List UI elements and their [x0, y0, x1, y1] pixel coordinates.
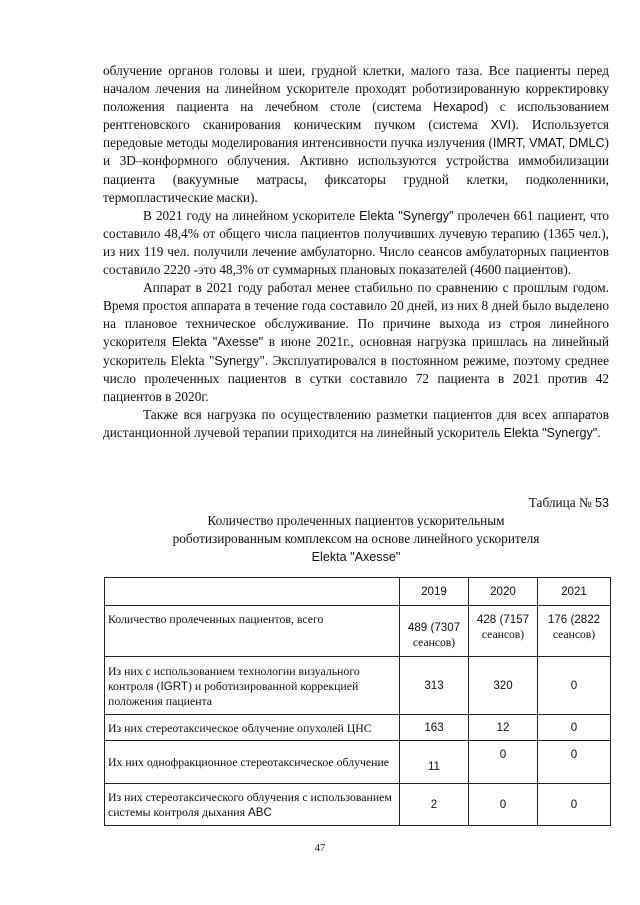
- row-label: Из них стереотаксического облучения с использованием системы контроля дыхания ABC: [105, 784, 400, 826]
- paragraph-1: облучение органов головы и шеи, грудной клетки, малого таза. Все пациенты перед началом лечения на линейном ускорителе проходят роботизированную корректировку положения пациента на лечебном столе (система Hexapod) с использованием рентгеновского сканирования коническим пучком (система XVI). Используется передовые методы моделирования интенсивности пучка излучения (IMRT, VMAT, DMLC) и 3D–конформного облучения. Активно используются устройства иммобилизации пациента (вакуумные матрасы, фиксаторы грудной клетки, подколенники, термопластические маски).: [103, 63, 609, 205]
- table-cell: 0: [538, 715, 611, 741]
- table-cell: 2: [400, 784, 469, 826]
- table-caption: Количество пролеченных пациентов ускорительным роботизированным комплексом на основе линейного ускорителя Elekta "Axesse": [172, 513, 540, 564]
- paragraph-4: Также вся нагрузка по осуществлению разметки пациентов для всех аппаратов дистанционной лучевой терапии приходится на линейный ускоритель Elekta "Synergy".: [103, 406, 609, 440]
- table-cell: 0: [469, 741, 538, 784]
- paragraph-2: В 2021 году на линейном ускорителе Elekta "Synergy" пролечен 661 пациент, что составило 48,4% от общего числа пациентов получивших лучевую терапию (1365 чел.), из них 119 чел. получили лечение амбулаторно. Число сеансов амбулаторных пациентов составило 2220 -это 48,3% от суммарных плановых показателей (4600 пациентов).: [103, 207, 609, 278]
- table-cell: 0: [538, 784, 611, 826]
- table-row-single-fraction: [105, 741, 611, 784]
- table-cell: 11: [400, 741, 469, 784]
- table-cell: 176 (2822 сеансов): [538, 606, 611, 657]
- table-cell: 428 (7157 сеансов): [469, 606, 538, 657]
- table-row-cns: [105, 715, 611, 741]
- table-cell: 320: [469, 657, 538, 715]
- table-row-total: [105, 606, 611, 657]
- row-label: Количество пролеченных пациентов, всего: [105, 606, 400, 657]
- table-cell: 12: [469, 715, 538, 741]
- row-label: Из них с использованием технологии визуального контроля (IGRT) и роботизированной коррекцией положения пациента: [105, 657, 400, 715]
- table-cell: 313: [400, 657, 469, 715]
- table-cell: 163: [400, 715, 469, 741]
- table-header-empty: [105, 578, 400, 606]
- table-cell: 0: [469, 784, 538, 826]
- patients-table: [104, 577, 611, 826]
- table-header-2020: 2020: [469, 578, 538, 606]
- table-header-2019: 2019: [400, 578, 469, 606]
- paragraph-3: Аппарат в 2021 году работал менее стабильно по сравнению с прошлым годом. Время простоя аппарата в течение года составило 20 дней, из них 8 дней было выделено на плановое техническое обслуживание. По причине выхода из строя линейного ускорителя Elekta "Axesse" в июне 2021г., основная нагрузка пришлась на линейный ускоритель Elekta "Synergy". Эксплуатировался в постоянном режиме, поэтому среднее число пролеченных пациентов в сутки составило 72 пациента в 2021 против 42 пациентов в 2020г.: [103, 280, 609, 404]
- table-row-igrt: [105, 657, 611, 715]
- table-number: Таблица № 53: [528, 495, 609, 510]
- table-header-2021: 2021: [538, 578, 611, 606]
- table-header-row: [105, 578, 611, 606]
- row-label: Их них однофракционное стереотаксическое облучение: [105, 741, 400, 784]
- table-row-abc: [105, 784, 611, 826]
- page-number: 47: [314, 843, 326, 854]
- table-cell: 489 (7307 сеансов): [400, 606, 469, 657]
- table-cell: 0: [538, 657, 611, 715]
- table-cell: 0: [538, 741, 611, 784]
- row-label: Из них стереотаксическое облучение опухолей ЦНС: [105, 715, 400, 741]
- body-text: [103, 62, 609, 442]
